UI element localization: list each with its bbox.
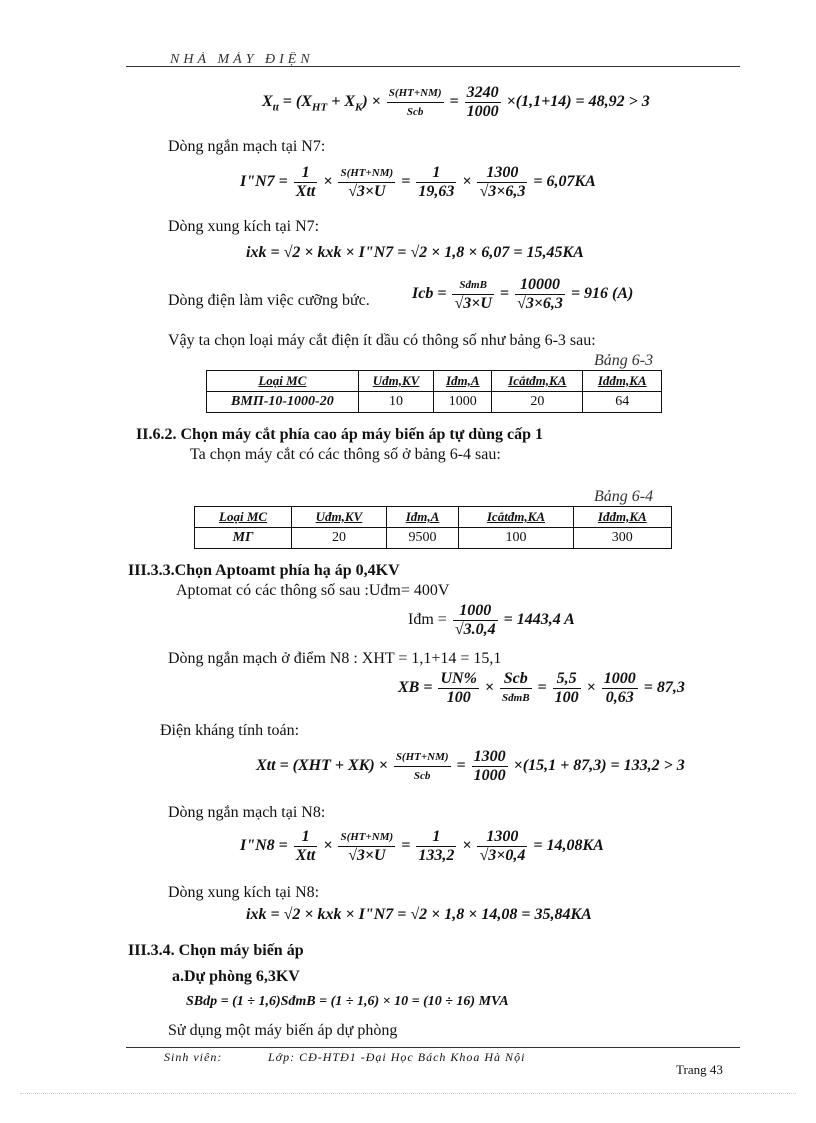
table-header-cell: Icắtđm,KA [492,371,583,392]
table-cell: 10 [358,392,434,413]
paragraph-choose-breaker: Vậy ta chọn loại máy cắt điện ít dầu có thông số như bảng 6-3 sau: [168,332,596,349]
equation-in7: I"N7 = $\frac{1}{\text{Xtt}}$ × $\frac{S(HT+NM)}{√3\times U}$ = $\frac{1}{19,63}$ × $\frac{1300}{√3\times 6,3}$ = 6,07KA [240,164,596,200]
paragraph-short-circuit-n7: Dòng ngắn mạch tại N7: [168,138,326,155]
subsection-heading-a: a.Dự phòng 6,3KV [172,968,300,985]
table-header-row [207,371,662,392]
section-heading-iii-3-3: III.3.3.Chọn Aptoamt phía hạ áp 0,4KV [128,562,400,579]
paragraph-short-circuit-n8-point: Dòng ngắn mạch ở điểm N8 : XHT = 1,1+14 = 15,1 [168,650,502,667]
table-header-cell: Icắtđm,KA [459,507,573,528]
table-header-cell: Uđm,KV [292,507,387,528]
equation-xtt-1: $X_{tt} = (X_{HT} + X_K)$ × $\frac{S(HT+NM)}{\text{Scb}}$ = $\frac{3240}{1000}$ ×(1,1+14) = 48,92 > 3 [262,84,650,120]
table-header-cell: Uđm,KV [358,371,434,392]
table-header-cell: Iđm,A [386,507,459,528]
table-header-row [195,507,672,528]
footer-class: Lớp: CĐ-HTĐ1 -Đại Học Bách Khoa Hà Nội [268,1050,526,1064]
table-cell: 100 [459,528,573,549]
equation-ixk-n7: ixk = √2 × kxk × I"N7 = √2 × 1,8 × 6,07 = 15,45KA [246,244,584,261]
table-header-cell: Loại MC [207,371,359,392]
paragraph-aptomat-params: Aptomat có các thông số sau :Uđm= 400V [176,582,450,599]
page-number: Trang 43 [676,1062,723,1077]
table-cell: 20 [292,528,387,549]
table-cell: MГ [195,528,292,549]
section-heading-ii-6-2: II.6.2. Chọn máy cắt phía cao áp máy biến áp tự dùng cấp 1 [136,426,543,443]
table1-caption: Bảng 6-3 [594,352,654,369]
footer-student: Sinh viên: [164,1050,223,1064]
table-header-cell: Loại MC [195,507,292,528]
table-cell: 64 [583,392,662,413]
paragraph-reactance-calc: Điện kháng tính toán: [160,722,300,739]
paragraph-surge-n7: Dòng xung kích tại N7: [168,218,320,235]
paragraph-short-circuit-n8: Dòng ngắn mạch tại N8: [168,804,326,821]
table-6-4 [194,506,672,549]
paragraph-backup-transformer: Sử dụng một máy biến áp dự phòng [168,1022,398,1039]
running-header: NHÀ MÁY ĐIỆN [170,52,314,66]
table-row [195,528,672,549]
table-cell: 300 [573,528,671,549]
table-header-cell: Iđm,A [434,371,492,392]
table2-caption: Bảng 6-4 [594,488,654,505]
table-header-cell: Iđđm,KA [573,507,671,528]
table-cell: 20 [492,392,583,413]
equation-idm: Iđm = $\frac{1000}{√3.0,4}$ = 1443,4 A [408,602,575,638]
equation-xb: XB = $\frac{UN\%}{100}$ × $\frac{\text{Scb}}{\text{SđmB}}$ = $\frac{5,5}{100}$ × $\frac{1000}{0,63}$ = 87,3 [398,670,685,706]
table-cell: BMП-10-1000-20 [207,392,359,413]
equation-xtt-2: Xtt = (XHT + XK) × $\frac{S(HT+NM)}{\text{Scb}}$ = $\frac{1300}{1000}$ ×(15,1 + 87,3) = 133,2 > 3 [256,748,685,784]
paragraph-forced-current: Dòng điện làm việc cưỡng bức. [168,292,370,309]
equation-in8: I"N8 = $\frac{1}{\text{Xtt}}$ × $\frac{S(HT+NM)}{√3\times U}$ = $\frac{1}{133,2}$ × $\frac{1300}{√3\times 0,4}$ = 14,08KA [240,828,604,864]
table-6-3 [206,370,662,413]
table-row [207,392,662,413]
section-heading-iii-3-4: III.3.4. Chọn máy biến áp [128,942,304,959]
table-header-cell: Iđđm,KA [583,371,662,392]
header-rule [126,66,740,67]
paragraph-table-6-4-intro: Ta chọn máy cắt có các thông số ở bảng 6-4 sau: [190,446,501,463]
equation-icb: Icb = $\frac{\text{SđmB}}{√3\times U}$ = $\frac{10000}{√3\times 6,3}$ = 916 (A) [412,276,634,312]
table-cell: 9500 [386,528,459,549]
paragraph-surge-n8: Dòng xung kích tại N8: [168,884,320,901]
footer-rule [126,1047,740,1048]
page-edge-dotted [20,1093,796,1094]
table-cell: 1000 [434,392,492,413]
equation-ixk-n8: ixk = √2 × kxk × I"N7 = √2 × 1,8 × 14,08 = 35,84KA [246,906,592,923]
equation-sbdp: SBdp = (1 ÷ 1,6)SđmB = (1 ÷ 1,6) × 10 = (10 ÷ 16) MVA [186,994,509,1009]
